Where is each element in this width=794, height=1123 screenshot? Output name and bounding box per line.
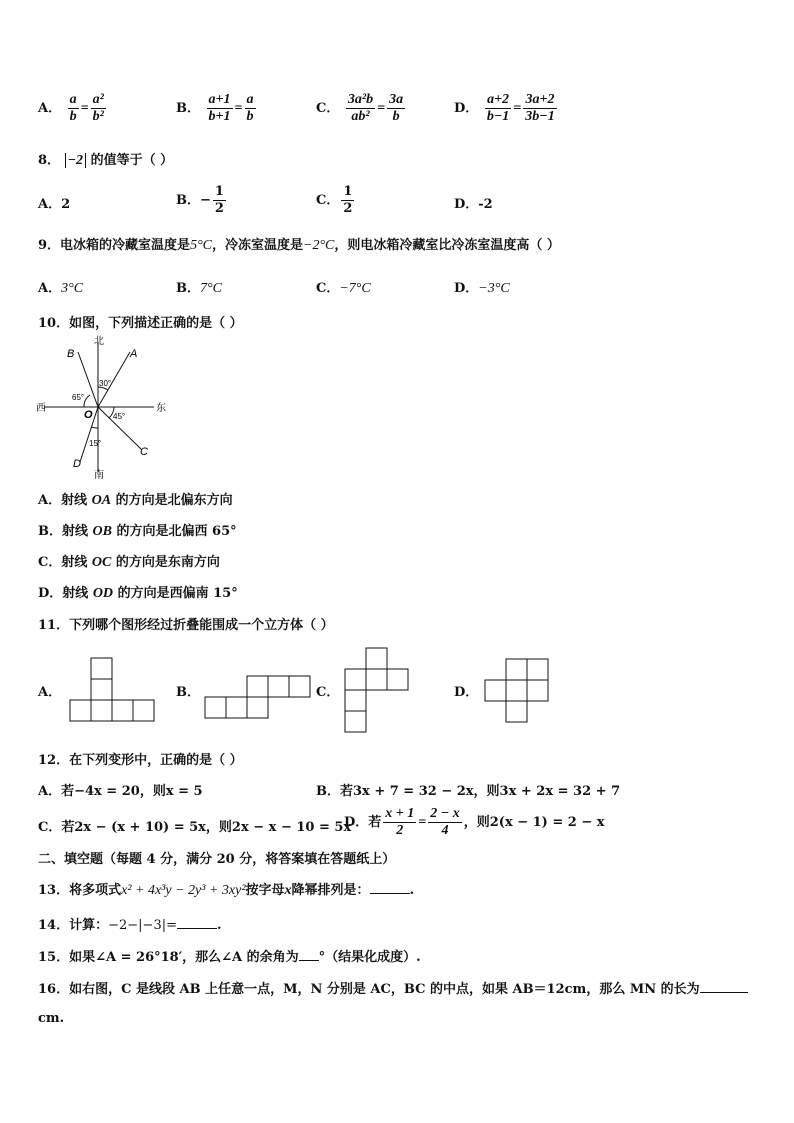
west-label: 西 [36, 403, 46, 414]
option-label: D． [454, 101, 479, 116]
denominator: b² [92, 109, 104, 124]
angle-d-label: 15° [89, 439, 102, 448]
denominator: 2 [343, 201, 353, 216]
q15 [38, 946, 421, 965]
point-c-label: C [140, 446, 148, 458]
option-text: 射线 [61, 555, 92, 570]
numerator: a [69, 92, 77, 107]
compass-direction-figure [34, 332, 174, 482]
q8-option-a [38, 193, 70, 212]
fraction [207, 92, 233, 125]
ray-name: OD [92, 586, 114, 601]
angle-arc-b [84, 395, 90, 407]
option-value: 3°C [61, 281, 84, 296]
numerator: 1 [343, 184, 353, 199]
angle-b-label: 65° [72, 393, 85, 402]
equals-sign: = [418, 815, 427, 830]
variable: x [284, 883, 292, 898]
option-label: C． [316, 281, 340, 296]
option-label: D． [38, 586, 63, 601]
question-text: 如右图，C 是线段 AB 上任意一点，M，N 分别是 AC，BC 的中点，如果 AB＝12cm，那么 MN 的长为 [69, 982, 700, 997]
q7-option-c [316, 92, 407, 125]
numerator: 2 − x [430, 806, 460, 821]
option-label: B． [316, 784, 340, 799]
question-text: 电冰箱的冷藏室温度是 [60, 238, 191, 253]
fraction [383, 806, 416, 839]
option-text: 射线 [61, 493, 92, 508]
fraction [91, 92, 106, 125]
question-number: 8． [38, 153, 61, 168]
q13 [38, 879, 414, 899]
angle-c-label: 45° [113, 412, 126, 421]
fraction [341, 184, 354, 217]
option-label: C． [38, 555, 62, 570]
absolute-value-expr: −2 [65, 153, 86, 168]
q8-option-b [176, 184, 228, 217]
denominator: 3b−1 [525, 109, 555, 124]
numerator: x + 1 [385, 806, 415, 821]
question-text: 如果∠A = 26°18′，那么∠A 的余角为 [69, 950, 299, 965]
point-b-label: B [67, 348, 75, 360]
q12-option-d [344, 806, 605, 839]
question-number: 15． [38, 950, 70, 965]
equals-sign: = [377, 101, 386, 116]
option-label: B． [38, 524, 62, 539]
question-text: ，则电冰箱冷藏室比冷冻室温度高（ ） [334, 238, 560, 253]
option-label: D． [454, 197, 479, 212]
fraction [485, 92, 511, 125]
cube-net-a [68, 656, 158, 726]
angle-a-label: 30° [99, 379, 112, 388]
option-text: 的方向是西偏南 15° [113, 586, 238, 601]
question-text: 下列哪个图形经过折叠能围成一个立方体（ ） [69, 618, 334, 633]
question-text: 降幂排列是： [291, 883, 370, 898]
denominator: b−1 [486, 109, 510, 124]
answer-blank[interactable] [299, 960, 319, 961]
point-d-label: D [73, 458, 81, 470]
fraction [245, 92, 256, 125]
ray-name: OB [92, 524, 112, 539]
cube-net-d [483, 657, 553, 725]
fraction [523, 92, 556, 125]
numerator: a+1 [208, 92, 231, 107]
ray-name: OC [91, 555, 112, 570]
numerator: 3a²b [347, 92, 374, 107]
option-text: 的方向是北偏西 65° [111, 524, 237, 539]
question-number: 10． [38, 316, 70, 331]
fraction [346, 92, 375, 125]
denominator: b [246, 109, 254, 124]
minus-sign: − [200, 193, 211, 208]
q16 [38, 978, 748, 997]
numerator: a² [92, 92, 104, 107]
q10-option-a [38, 489, 233, 509]
option-text: 射线 [62, 586, 93, 601]
question-number: 14． [38, 918, 70, 933]
denominator: 2 [396, 823, 404, 838]
q9-option-d [454, 277, 510, 297]
q11-stem [38, 614, 334, 633]
section-heading: 二、填空题（每题 4 分，满分 20 分，将答案填在答题纸上） [38, 852, 396, 867]
option-label: C． [316, 193, 340, 208]
answer-blank[interactable] [370, 893, 410, 894]
option-label: B． [176, 193, 200, 208]
option-label: A． [38, 197, 62, 212]
question-text: 将多项式 [69, 883, 122, 898]
numerator: 1 [214, 184, 224, 199]
temperature-value: −2°C [303, 238, 335, 253]
option-text: 若2x − (x + 10) = 5x，则2x − x − 10 = 5x [61, 820, 352, 835]
option-label: C． [316, 685, 340, 700]
q7-option-b [176, 92, 258, 125]
option-text: 射线 [62, 524, 93, 539]
option-value: 2 [61, 197, 71, 212]
denominator: ab² [351, 109, 370, 124]
answer-blank[interactable] [700, 992, 748, 993]
denominator: b [69, 109, 77, 124]
option-text: 若3x + 7 = 32 − 2x，则3x + 2x = 32 + 7 [340, 784, 621, 799]
q7-option-a [38, 92, 108, 125]
fraction [428, 806, 461, 839]
q12-option-b [316, 780, 620, 799]
ray-name: OA [91, 493, 112, 508]
question-number: 13． [38, 883, 70, 898]
fraction [68, 92, 79, 125]
fraction [213, 184, 226, 217]
option-label: B． [176, 685, 200, 700]
option-value: -2 [478, 197, 493, 212]
option-text: 的方向是北偏东方向 [111, 493, 233, 508]
question-number: 11． [38, 618, 70, 633]
denominator: b [392, 109, 400, 124]
option-label: A． [38, 784, 62, 799]
option-text: 的方向是东南方向 [111, 555, 220, 570]
numerator: a+2 [485, 92, 511, 109]
question-number: 12． [38, 753, 70, 768]
north-label: 北 [94, 336, 104, 347]
point-a-label: A [130, 348, 138, 360]
question-number: 16． [38, 982, 70, 997]
q8-option-c [316, 184, 356, 217]
denominator: b+1 [208, 109, 231, 124]
question-text: 在下列变形中，正确的是（ ） [69, 753, 243, 768]
option-label: C． [38, 820, 62, 835]
option-label: A． [38, 493, 62, 508]
numerator: a [246, 92, 254, 107]
option-label: A． [38, 281, 62, 296]
east-label: 东 [156, 403, 166, 414]
option-label: C． [316, 101, 340, 116]
q10-stem [38, 312, 243, 331]
south-label: 南 [94, 470, 104, 481]
option-label: D． [454, 685, 479, 700]
option-value: −7°C [339, 281, 371, 296]
fraction [387, 92, 405, 125]
temperature-value: 5°C [190, 238, 212, 253]
question-text: 的值等于（ ） [90, 153, 174, 168]
option-text: ，则2(x − 1) = 2 − x [463, 815, 605, 830]
option-label: D． [454, 281, 479, 296]
cube-net-c [343, 646, 413, 736]
polynomial-expr: x² + 4x³y − 2y³ + 3xy² [121, 883, 246, 898]
equals-sign: = [80, 101, 89, 116]
angle-arc-d [91, 427, 98, 428]
q8-stem [38, 149, 173, 168]
q12-option-a [38, 780, 203, 799]
expression: −2−|−3|= [108, 918, 177, 933]
option-label: A． [38, 685, 62, 700]
question-text: 如图，下列描述正确的是（ ） [69, 316, 243, 331]
option-text: 若−4x = 20，则x = 5 [61, 784, 203, 799]
answer-blank[interactable] [177, 928, 217, 929]
question-text: cm. [38, 1011, 65, 1026]
q7-option-d [454, 92, 559, 125]
option-value: 7°C [200, 281, 222, 296]
question-text: 按字母 [245, 883, 285, 898]
option-label: A． [38, 101, 62, 116]
question-text: °（结果化成度）. [318, 950, 421, 965]
q9-option-a [38, 277, 83, 297]
q9-option-c [316, 277, 371, 297]
q10-option-b [38, 520, 237, 540]
question-text: 计算： [69, 918, 109, 933]
punctuation: . [216, 918, 222, 933]
option-label: D． [344, 815, 369, 830]
question-number: 9． [38, 238, 61, 253]
denominator: 2 [214, 201, 224, 216]
question-text: ，冷冻室温度是 [212, 238, 304, 253]
equals-sign: = [234, 101, 243, 116]
q8-option-d [454, 193, 493, 212]
q9-option-b [176, 277, 222, 297]
equals-sign: = [513, 101, 522, 116]
q12-option-c [38, 816, 351, 835]
numerator: 3a [389, 92, 404, 107]
option-label: B． [176, 281, 200, 296]
q12-stem [38, 749, 243, 768]
cube-net-b [203, 674, 315, 722]
q9-stem [38, 234, 560, 254]
option-label: B． [176, 101, 200, 116]
punctuation: . [409, 883, 415, 898]
option-text: 若 [368, 815, 382, 830]
q14 [38, 914, 222, 933]
denominator: 4 [441, 823, 449, 838]
numerator: 3a+2 [523, 92, 556, 109]
point-o-label: O [84, 409, 93, 421]
q10-option-d [38, 582, 238, 602]
q10-option-c [38, 551, 220, 571]
option-value: −3°C [478, 281, 510, 296]
